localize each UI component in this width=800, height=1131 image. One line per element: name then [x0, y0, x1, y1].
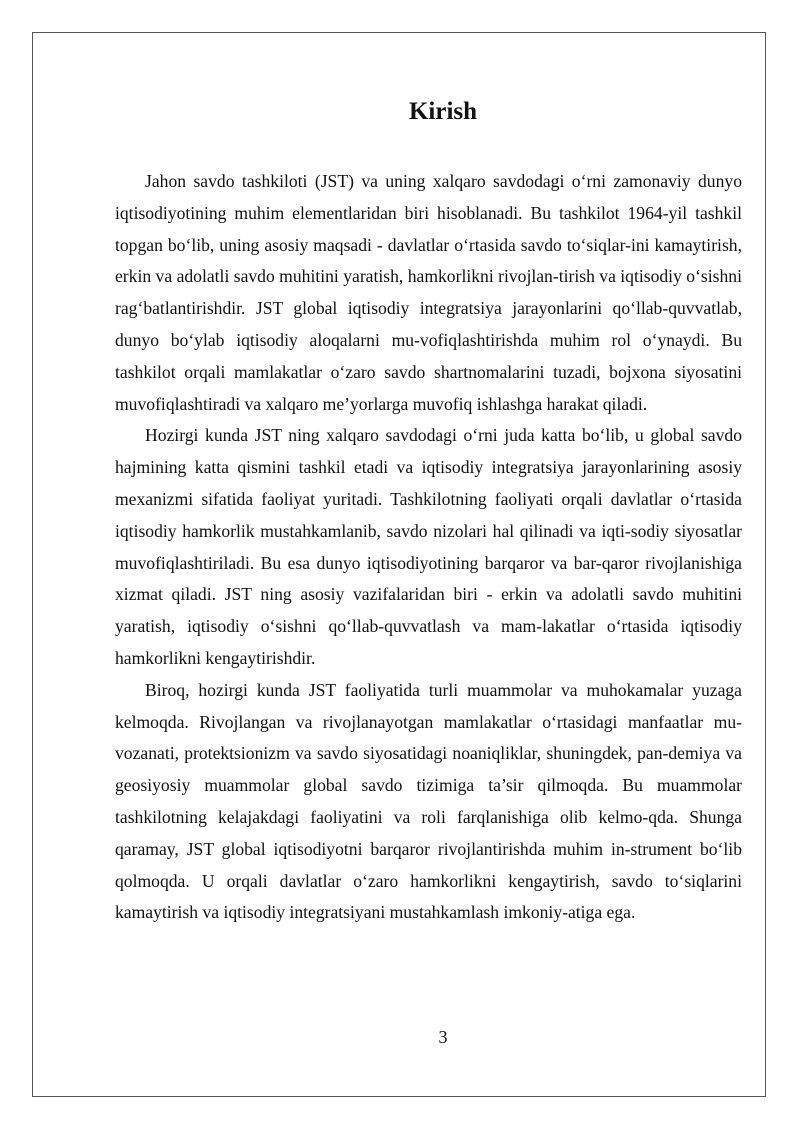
body-text	[115, 166, 742, 929]
page-number: 3	[438, 1027, 448, 1047]
paragraph-3: Biroq, hozirgi kunda JST faoliyatida turli muammolar va muhokamalar yuzaga kelmoqda. Rivojlangan va rivojlanayotgan mamlakatlar o‘rtasidagi manfaatlar mu-vozanati, protektsionizm va savdo siyosatidagi noaniqliklar, shuningdek, pan-demiya va geosiyosiy muammolar global savdo tizimiga ta’sir qilmoqda. Bu muammolar tashkilotning kelajakdagi faoliyatini va roli farqlanishiga olib kelmo-qda. Shunga qaramay, JST global iqtisodiyotni barqaror rivojlantirishda muhim in-strument bo‘lib qolmoqda. U orqali davlatlar o‘zaro hamkorlikni kengaytirish, savdo to‘siqlarini kamaytirish va iqtisodiy integratsiyani mustahkamlash imkoniy-atiga ega.	[115, 679, 742, 923]
paragraph-1: Jahon savdo tashkiloti (JST) va uning xalqaro savdodagi o‘rni zamonaviy dunyo iqtisodiyotining muhim elementlaridan biri hisoblanadi. Bu tashkilot 1964-yil tashkil topgan bo‘lib, uning asosiy maqsadi - davlatlar o‘rtasida savdo to‘siqlar-ini kamaytirish, erkin va adolatli savdo muhitini yaratish, hamkorlikni rivojlan-tirish va iqtisodiy o‘sishni rag‘batlantirishdir. JST global iqtisodiy integratsiya jarayonlarini qo‘llab-quvvatlab, dunyo bo‘ylab iqtisodiy aloqalarni mu-vofiqlashtirishda muhim rol o‘ynaydi. Bu tashkilot orqali mamlakatlar o‘zaro savdo shartnomalarini tuzadi, bojxona siyosatini muvofiqlashtiradi va xalqaro me’yorlarga muvofiq ishlashga harakat qiladi.	[115, 171, 742, 414]
paragraph-2: Hozirgi kunda JST ning xalqaro savdodagi o‘rni juda katta bo‘lib, u global savdo hajmining katta qismini tashkil etadi va iqtisodiy integratsiya jarayonlarining asosiy mexanizmi sifatida faoliyat yuritadi. Tashkilotning faoliyati orqali davlatlar o‘rtasida iqtisodiy hamkorlik mustahkamlanib, savdo nizolari hal qilinadi va iqti-sodiy siyosatlar muvofiqlashtiriladi. Bu esa dunyo iqtisodiyotining barqaror va bar-qaror rivojlanishiga xizmat qiladi. JST ning asosiy vazifalaridan biri - erkin va adolatli savdo muhitini yaratish, iqtisodiy o‘sishni qo‘llab-quvvatlash va mam-lakatlar o‘rtasida iqtisodiy hamkorlikni kengaytirishdir.	[115, 425, 742, 668]
page-title: Kirish	[408, 98, 478, 125]
